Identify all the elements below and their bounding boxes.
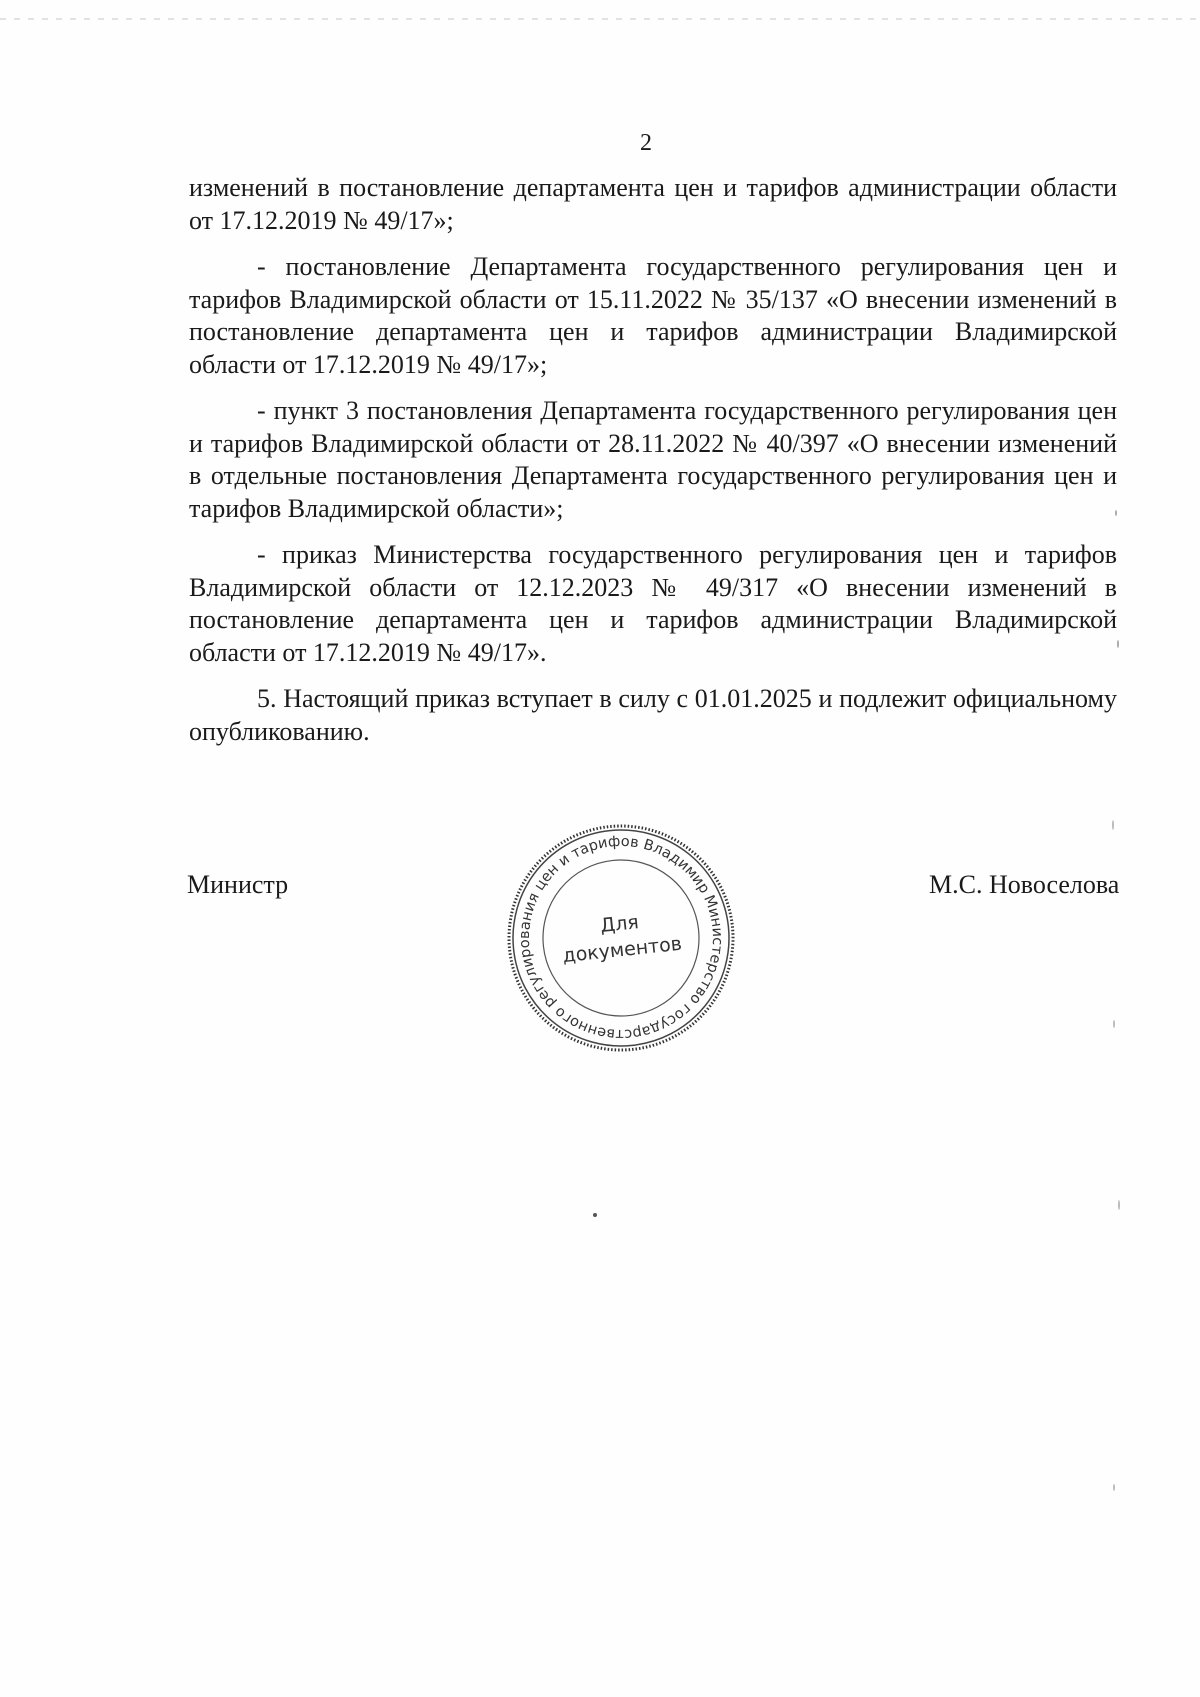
paragraph-item-resolution-40-397: - пункт 3 постановления Департамента государственного регулирования цен и тарифов Владимирской области от 28.11.2022 № 40/397 «О внесении изменений в отдельные постановления Департамента государственного регулирования цен и тарифов Владимирской области»; <box>189 396 1117 523</box>
scan-speck <box>1118 1200 1120 1210</box>
paragraph-item-order-49-317: - приказ Министерства государственного регулирования цен и тарифов Владимирской области от 12.12.2023 № 49/317 «О внесении изменений в постановление департамента цен и тарифов администрации Владимирской области от 17.12.2019 № 49/17». <box>189 540 1117 667</box>
stamp-outer-ring <box>505 822 737 1054</box>
official-stamp <box>505 822 737 1054</box>
stamp-center-line-1: Для <box>599 911 640 938</box>
signature-name: М.С. Новоселова <box>929 870 1120 899</box>
scan-speck <box>593 1213 597 1217</box>
scan-speck <box>1113 1484 1115 1491</box>
paragraph-effective-date: 5. Настоящий приказ вступает в силу с 01.01.2025 и подлежит официальному опубликованию. <box>189 684 1117 746</box>
page-number: 2 <box>640 130 652 156</box>
stamp-ring-text: Министерство государственного регулирования цен и тарифов Владимирской <box>516 833 726 1043</box>
stamp-mid-ring <box>505 822 737 1054</box>
document-body <box>189 172 1117 762</box>
scan-speck <box>1113 1020 1115 1028</box>
scan-speck <box>1117 640 1119 648</box>
paragraph-item-resolution-35-137: - постановление Департамента государственного регулирования цен и тарифов Владимирской области от 15.11.2022 № 35/137 «О внесении изменений в постановление департамента цен и тарифов администрации Владимирской области от 17.12.2019 № 49/17»; <box>189 252 1117 379</box>
stamp-center-line-2: документов <box>561 932 683 968</box>
scan-edge-line <box>0 18 1200 20</box>
signature-role: Министр <box>187 870 289 899</box>
scan-speck <box>1112 820 1114 830</box>
paragraph-continuation: изменений в постановление департамента цен и тарифов администрации области от 17.12.2019 № 49/17»; <box>189 173 1117 235</box>
scan-speck <box>1115 510 1117 516</box>
